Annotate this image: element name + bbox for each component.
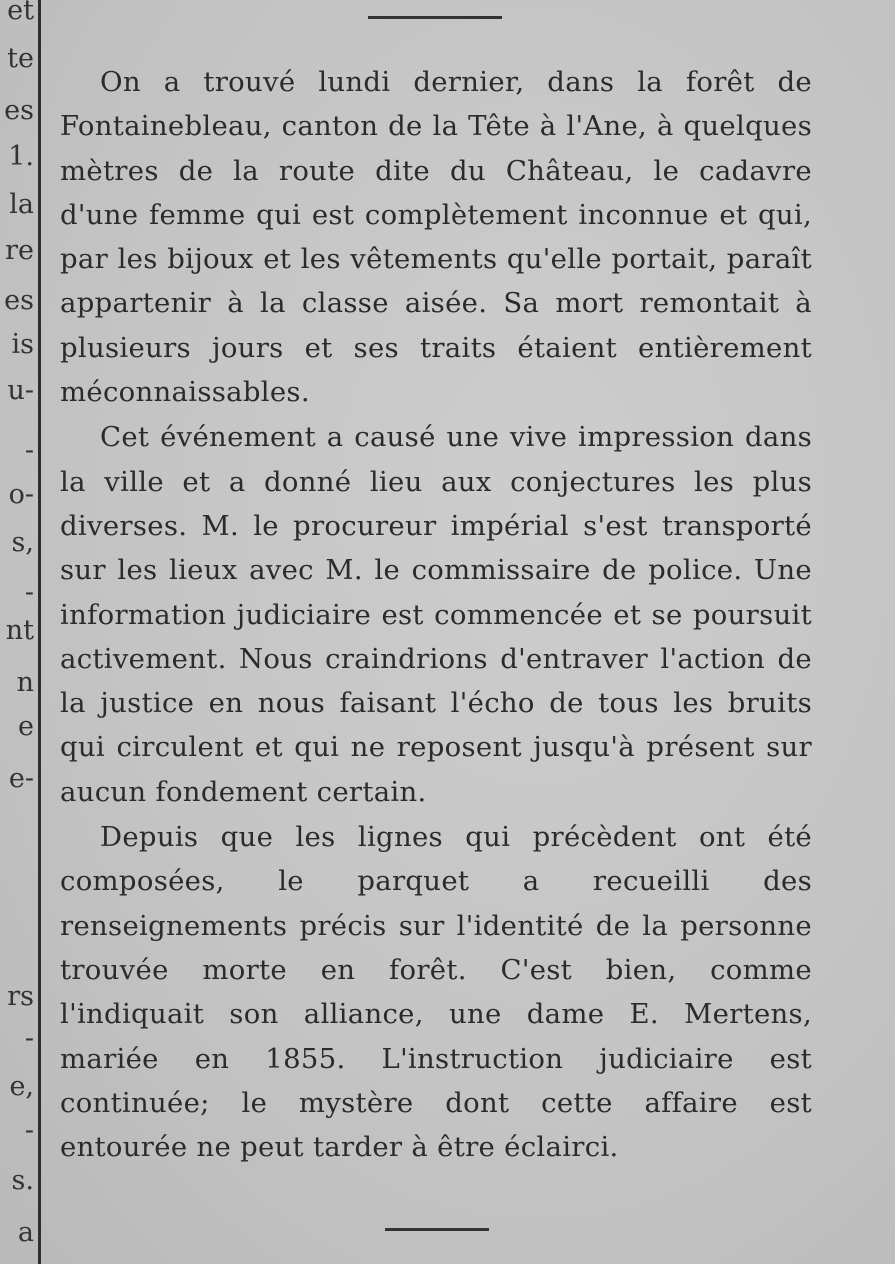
left-fragment: rs bbox=[7, 981, 34, 1012]
top-separator-rule bbox=[368, 16, 502, 19]
left-fragment: - bbox=[24, 577, 34, 608]
left-fragment: - bbox=[24, 1115, 34, 1146]
bottom-separator-rule bbox=[385, 1228, 489, 1231]
left-fragment: a bbox=[17, 1217, 34, 1248]
article-paragraph: Cet événement a causé une vive impression dans la ville et a donné lieu aux conjectures les plus diverses. M. le procureur impérial s'est transporté sur les lieux avec M. le commissaire de police. Une information judiciaire est commencée et se poursuit activement. Nous craindrions d'entraver l'action de la justice en nous faisant l'écho de tous les bruits qui circulent et qui ne reposent jusqu'à présent sur aucun fondement certain. bbox=[60, 421, 812, 808]
left-fragment: o- bbox=[8, 479, 34, 510]
left-fragment: s. bbox=[11, 1165, 34, 1196]
news-article bbox=[60, 60, 812, 1170]
left-fragment: es bbox=[4, 95, 34, 126]
left-fragment: te bbox=[7, 43, 34, 74]
left-fragment: u- bbox=[7, 375, 34, 406]
left-fragment: la bbox=[9, 189, 34, 220]
left-fragment: n bbox=[16, 667, 34, 698]
left-fragment: s, bbox=[11, 527, 34, 558]
left-fragment: re bbox=[5, 235, 34, 266]
article-paragraph: Depuis que les lignes qui précèdent ont été composées, le parquet a recueilli des renseignements précis sur l'identité de la personne trouvée morte en forêt. C'est bien, comme l'indiquait son alliance, une dame E. Mertens, mariée en 1855. L'instruction judiciaire est continuée; le mystère dont cette affaire est entourée ne peut tarder à être éclairci. bbox=[60, 821, 812, 1164]
left-fragment: e- bbox=[8, 763, 34, 794]
left-fragment: es bbox=[4, 285, 34, 316]
left-fragment: - bbox=[24, 1023, 34, 1054]
left-fragment: nt bbox=[5, 615, 34, 646]
left-fragment: 1. bbox=[8, 141, 34, 172]
left-fragment: e, bbox=[9, 1071, 34, 1102]
adjacent-column-fragments bbox=[0, 0, 36, 1264]
left-fragment: et bbox=[7, 0, 34, 26]
left-fragment: - bbox=[24, 435, 34, 466]
article-paragraph: On a trouvé lundi dernier, dans la forêt de Fontainebleau, canton de la Tête à l'Ane, à quelques mètres de la route dite du Château, le cadavre d'une femme qui est complètement inconnue et qui, par les bijoux et les vêtements qu'elle portait, paraît appartenir à la classe aisée. Sa mort remontait à plusieurs jours et ses traits étaient entièrement méconnaissables. bbox=[60, 66, 812, 409]
left-fragment: e bbox=[18, 711, 34, 742]
column-divider bbox=[38, 0, 41, 1264]
left-fragment: is bbox=[11, 329, 34, 360]
